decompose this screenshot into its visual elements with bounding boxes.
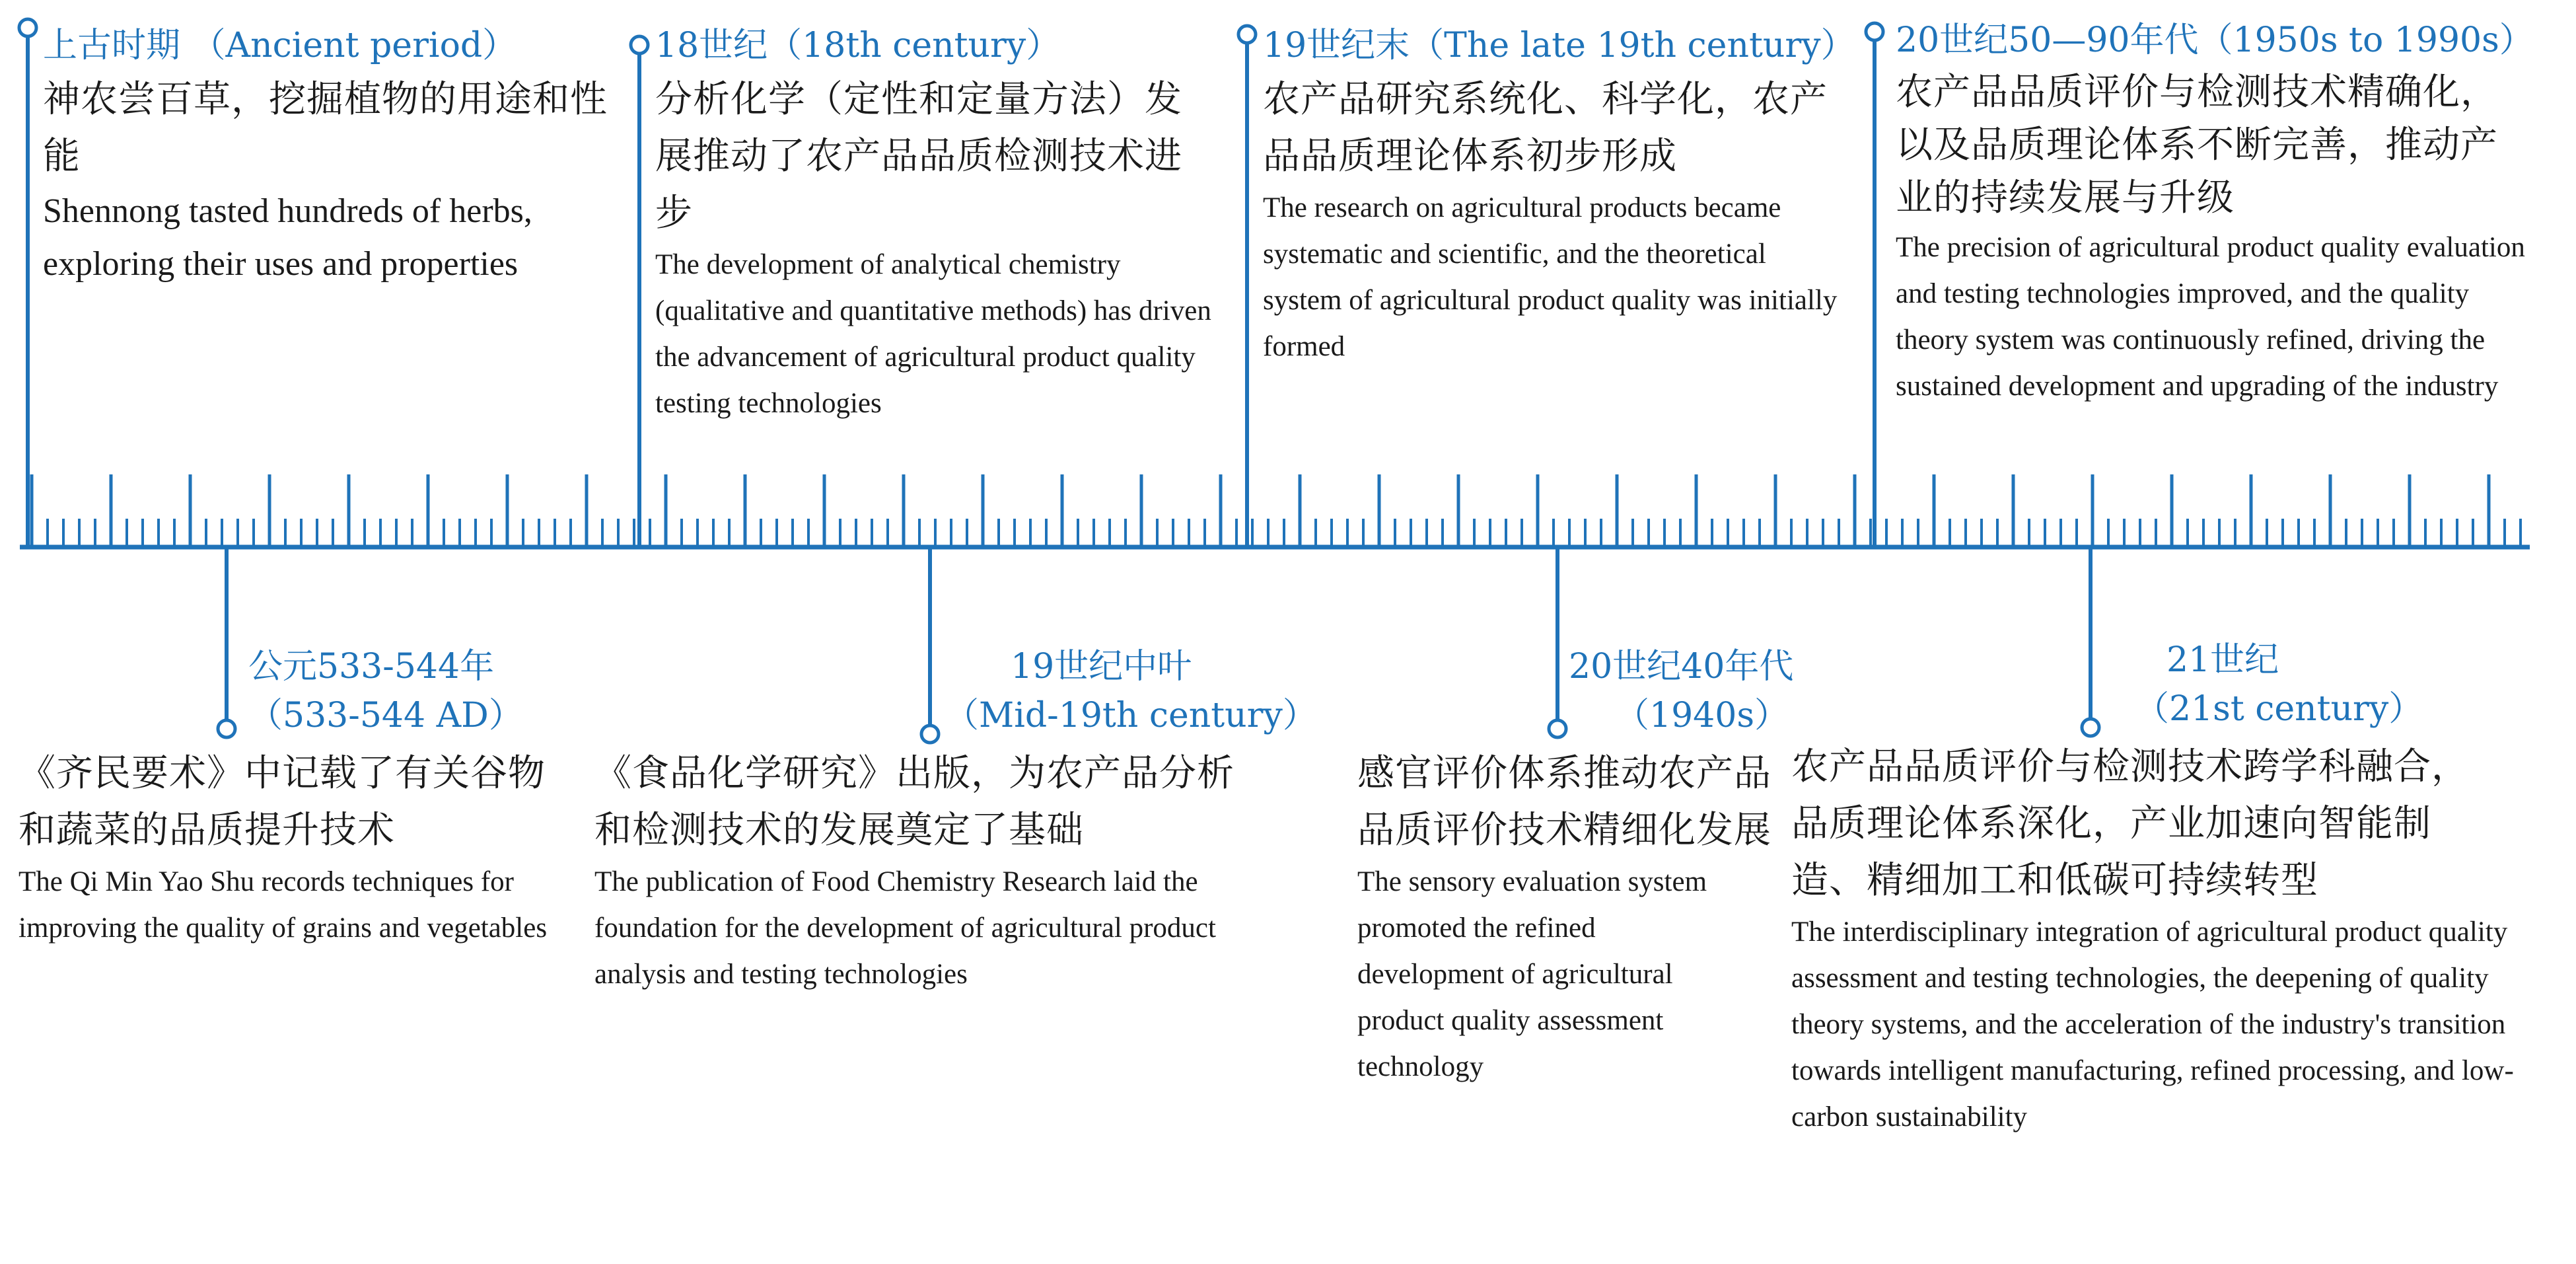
- ruler-ticks: [32, 474, 2521, 547]
- event-description-zh: 《齐民要术》中记载了有关谷物和蔬菜的品质提升技术: [18, 752, 546, 852]
- event-period-line2: （Mid-19th century）: [945, 696, 1317, 735]
- event-description-en: The publication of Food Chemistry Research laid the foundation for the development of agricultural product analysis and testing technologies: [594, 866, 1216, 990]
- event-ancient: [43, 20, 618, 291]
- event-period-line2: （1940s）: [1615, 696, 1789, 735]
- event-description-zh: 农产品品质评价与检测技术精确化，以及品质理论体系不断完善，推动产业的持续发展与升级: [1896, 71, 2498, 219]
- event-description-en: The sensory evaluation system promoted the refined development of agricultural product quality assessment technology: [1357, 866, 1707, 1082]
- event-period-line1: 20世纪40年代: [1569, 647, 1794, 687]
- event-description-en: The research on agricultural products became systematic and scientific, and the theoretical system of agricultural product quality was initially formed: [1263, 192, 1838, 362]
- event-period: 19世纪末（The late 19th century）: [1263, 26, 1855, 65]
- marker-ancient: [19, 19, 36, 36]
- event-description-en: The development of analytical chemistry (qualitative and quantitative methods) has driven the advancement of agricultural product quality testing technologies: [655, 249, 1211, 419]
- event-period: 上古时期 （Ancient period）: [43, 26, 517, 65]
- event-18th-century: [655, 20, 1230, 427]
- event-21st-century: [1791, 634, 2524, 1140]
- marker-18th: [631, 36, 648, 54]
- event-description-zh: 神农尝百草，挖掘植物的用途和性能: [43, 78, 608, 178]
- event-description-zh: 农产品品质评价与检测技术跨学科融合，品质理论体系深化，产业加速向智能制造、精细加工和低碳可持续转型: [1791, 745, 2469, 902]
- marker-late-19th: [1238, 26, 1256, 43]
- event-mid-19th-century: [594, 641, 1317, 998]
- event-period-line2: （533-544 AD）: [248, 696, 523, 735]
- event-period: 18世纪（18th century）: [655, 26, 1061, 65]
- event-1950s-1990s: [1896, 15, 2556, 410]
- event-period-line1: 公元533-544年: [248, 647, 495, 687]
- event-description-en: Shennong tasted hundreds of herbs, exploring their uses and properties: [43, 192, 532, 283]
- event-period-line1: 21世纪: [2166, 640, 2279, 680]
- event-period-line2: （21st century）: [2135, 689, 2423, 729]
- event-description-zh: 农产品研究系统化、科学化，农产品品质理论体系初步形成: [1263, 78, 1828, 178]
- event-period-line1: 19世纪中叶: [1011, 647, 1192, 687]
- event-description-zh: 感官评价体系推动农产品品质评价技术精细化发展: [1357, 752, 1771, 852]
- event-533-544-ad: [18, 641, 587, 951]
- event-description-zh: 《食品化学研究》出版，为农产品分析和检测技术的发展奠定了基础: [594, 752, 1234, 852]
- event-description-en: The precision of agricultural product quality evaluation and testing technologies improved, and the quality theory system was continuously refined, driving the sustained development and upgrading of the industry: [1896, 232, 2525, 402]
- event-description-en: The Qi Min Yao Shu records techniques for improving the quality of grains and vegetables: [18, 866, 548, 944]
- event-late-19th-century: [1263, 20, 1871, 370]
- event-description-en: The interdisciplinary integration of agricultural product quality assessment and testing technologies, the deepening of quality theory systems, and the acceleration of the industry's transition towards intelligent manufacturing, refined processing, and low-carbon sustainability: [1791, 916, 2514, 1133]
- event-description-zh: 分析化学（定性和定量方法）发展推动了农产品品质检测技术进步: [655, 78, 1182, 235]
- event-period: 20世纪50—90年代（1950s to 1990s）: [1896, 20, 2534, 60]
- event-1940s: [1357, 641, 1833, 1090]
